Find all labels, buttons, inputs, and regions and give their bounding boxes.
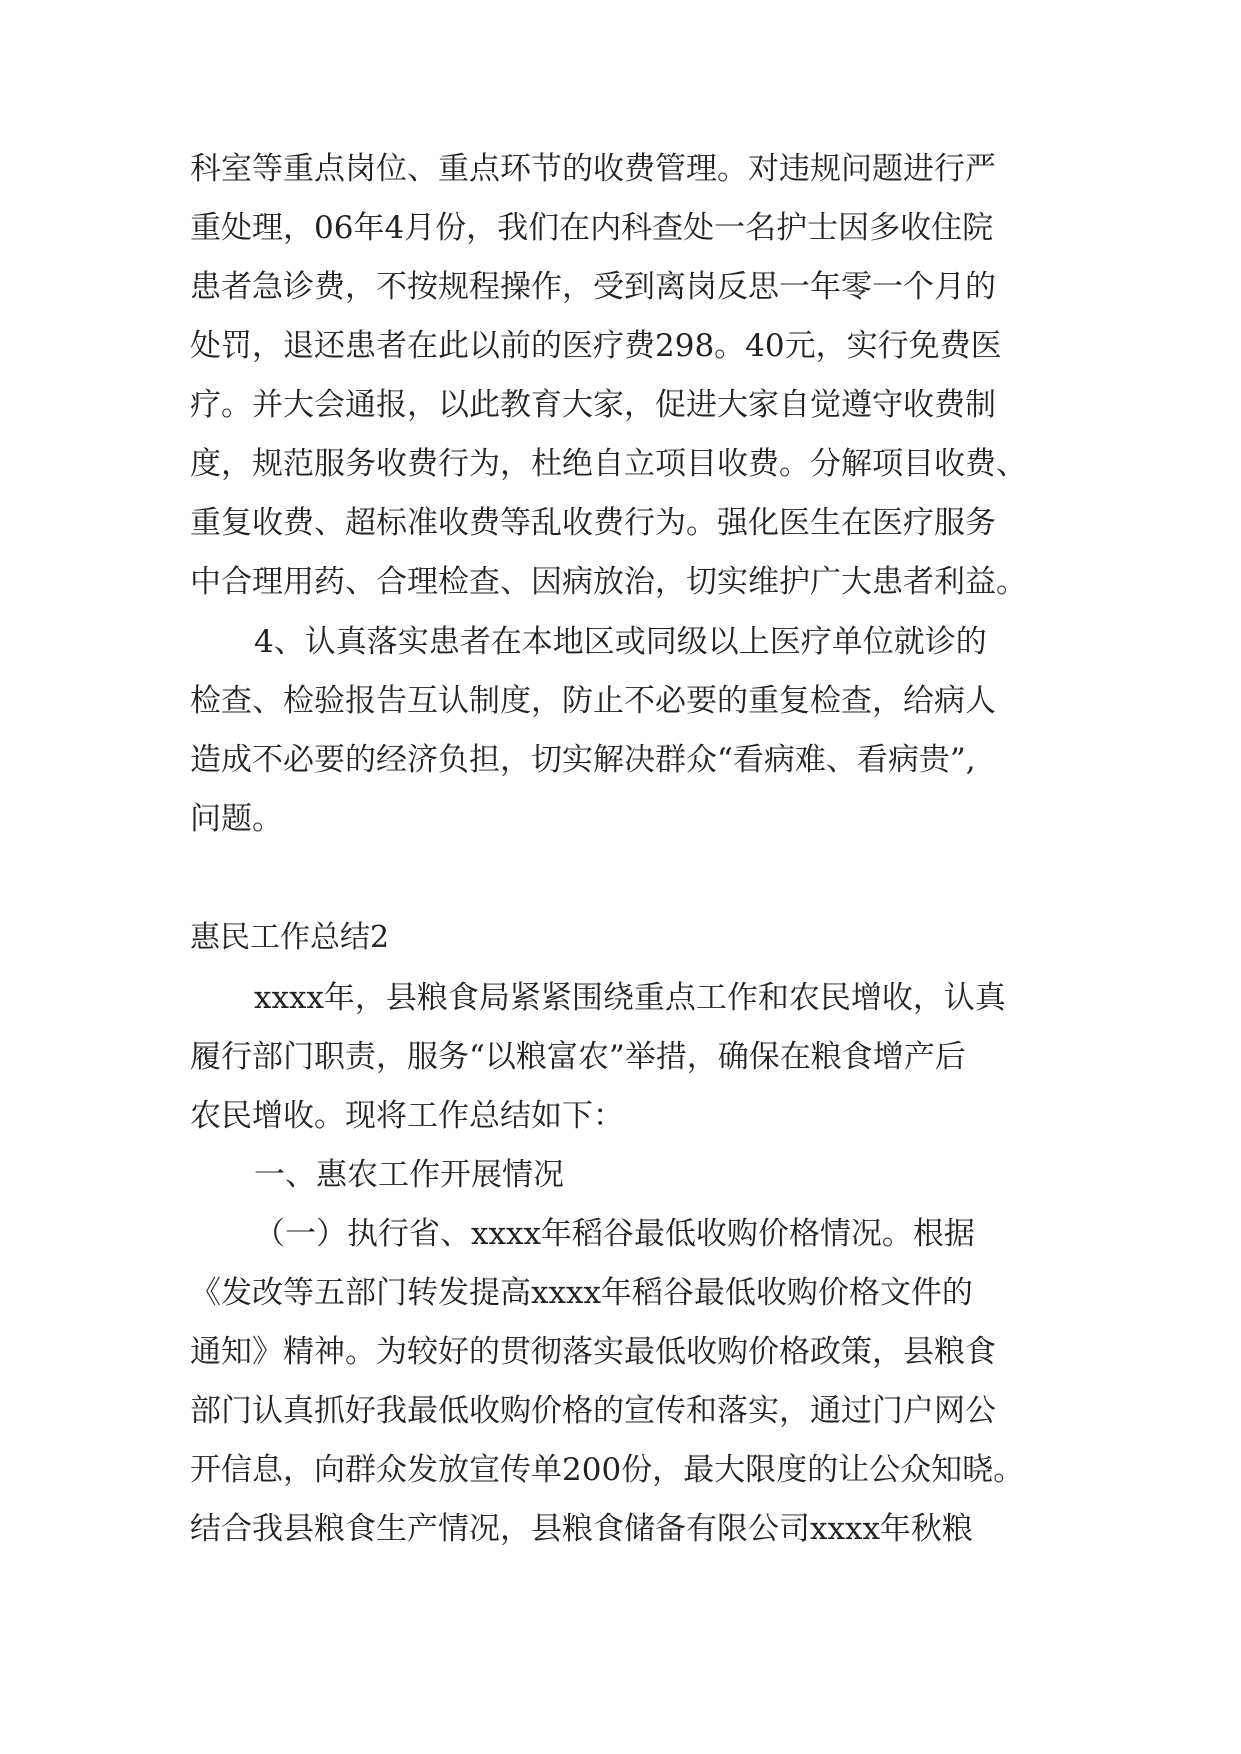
paragraph-line: 4、认真落实患者在本地区或同级以上医疗单位就诊的: [254, 624, 987, 660]
paragraph-line: 问题。: [190, 801, 283, 837]
paragraph-line: 疗。并大会通报，以此教育大家，促进大家自觉遵守收费制: [190, 387, 996, 423]
paragraph-line: 度，规范服务收费行为，杜绝自立项目收费。分解项目收费、: [190, 446, 1027, 482]
paragraph-line: 开信息，向群众发放宣传单200份，最大限度的让公众知晓。: [190, 1452, 1025, 1488]
paragraph-line: xxxx年，县粮食局紧紧围绕重点工作和农民增收，认真: [254, 980, 1006, 1016]
paragraph-line: 检查、检验报告互认制度，防止不必要的重复检查，给病人: [190, 683, 996, 719]
section-title: 惠民工作总结2: [190, 920, 390, 955]
paragraph-line: 通知》精神。为较好的贯彻落实最低收购价格政策，县粮食: [190, 1334, 996, 1370]
paragraph-line: 重处理，06年4月份，我们在内科查处一名护士因多收住院: [190, 210, 994, 246]
paragraph-line: （一）执行省、xxxx年稻谷最低收购价格情况。根据: [254, 1216, 975, 1252]
paragraph-line: 重复收费、超标准收费等乱收费行为。强化医生在医疗服务: [190, 505, 996, 541]
paragraph-line: 农民增收。现将工作总结如下：: [190, 1098, 624, 1134]
paragraph-line: 部门认真抓好我最低收购价格的宣传和落实，通过门户网公: [190, 1393, 996, 1429]
subsection-heading: 一、惠农工作开展情况: [254, 1157, 564, 1193]
paragraph-line: 履行部门职责，服务“以粮富农”举措，确保在粮食增产后: [190, 1039, 966, 1075]
paragraph-line: 结合我县粮食生产情况，县粮食储备有限公司xxxx年秋粮: [190, 1511, 973, 1547]
paragraph-line: 处罚，退还患者在此以前的医疗费298。40元，实行免费医: [190, 328, 1002, 364]
paragraph-line: 《发改等五部门转发提高xxxx年稻谷最低收购价格文件的: [190, 1275, 973, 1311]
paragraph-line: 中合理用药、合理检查、因病放治，切实维护广大患者利益。: [190, 564, 1027, 600]
paragraph-line: 科室等重点岗位、重点环节的收费管理。对违规问题进行严: [190, 151, 996, 187]
paragraph-line: 造成不必要的经济负担，切实解决群众“看病难、看病贵”,: [190, 742, 976, 778]
paragraph-line: 患者急诊费，不按规程操作，受到离岗反思一年零一个月的: [190, 269, 996, 305]
